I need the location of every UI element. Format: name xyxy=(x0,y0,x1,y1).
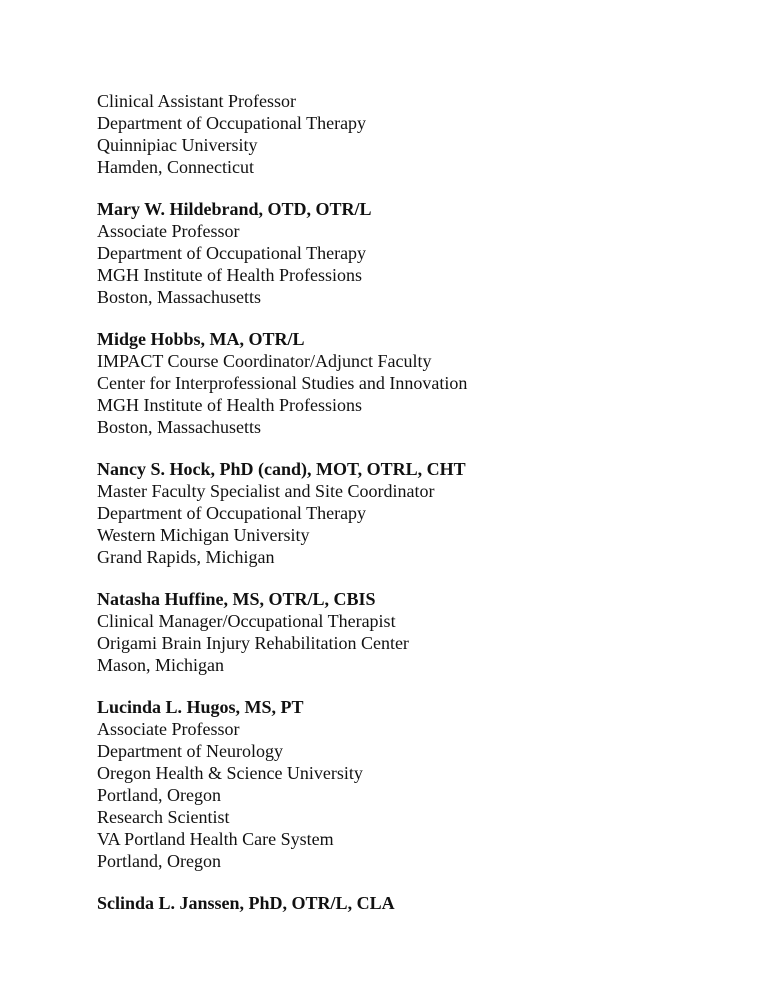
entry-line: Mason, Michigan xyxy=(97,655,224,675)
entry-line: Boston, Massachusetts xyxy=(97,287,261,307)
contributor-entry xyxy=(97,90,737,178)
contributor-entry xyxy=(97,458,737,568)
contributor-name: Sclinda L. Janssen, PhD, OTR/L, CLA xyxy=(97,893,395,913)
contributor-name: Natasha Huffine, MS, OTR/L, CBIS xyxy=(97,589,376,609)
entry-line: Department of Occupational Therapy xyxy=(97,503,367,523)
contributor-entry xyxy=(97,328,737,438)
entry-line: MGH Institute of Health Professions xyxy=(97,395,362,415)
entry-line: Oregon Health & Science University xyxy=(97,763,363,783)
contributor-entry xyxy=(97,588,737,676)
entry-line: Research Scientist xyxy=(97,807,230,827)
contributor-entry xyxy=(97,892,737,914)
entry-line: Western Michigan University xyxy=(97,525,310,545)
contributor-name: Mary W. Hildebrand, OTD, OTR/L xyxy=(97,199,372,219)
entry-line: Center for Interprofessional Studies and Innovation xyxy=(97,373,468,393)
contributor-name: Nancy S. Hock, PhD (cand), MOT, OTRL, CHT xyxy=(97,459,466,479)
entry-line: VA Portland Health Care System xyxy=(97,829,334,849)
entry-line: Boston, Massachusetts xyxy=(97,417,261,437)
entry-line: Department of Occupational Therapy xyxy=(97,243,367,263)
entry-line: Hamden, Connecticut xyxy=(97,157,254,177)
entry-line: IMPACT Course Coordinator/Adjunct Faculty xyxy=(97,351,432,371)
entry-line: Portland, Oregon xyxy=(97,785,221,805)
entry-line: Clinical Manager/Occupational Therapist xyxy=(97,611,396,631)
entry-line: Origami Brain Injury Rehabilitation Center xyxy=(97,633,409,653)
entry-line: MGH Institute of Health Professions xyxy=(97,265,362,285)
entry-line: Master Faculty Specialist and Site Coordinator xyxy=(97,481,435,501)
entry-line: Associate Professor xyxy=(97,221,240,241)
contributor-name: Midge Hobbs, MA, OTR/L xyxy=(97,329,305,349)
entry-line: Portland, Oregon xyxy=(97,851,221,871)
contributor-list xyxy=(97,90,737,934)
contributor-entry xyxy=(97,696,737,872)
entry-line: Department of Neurology xyxy=(97,741,283,761)
entry-line: Grand Rapids, Michigan xyxy=(97,547,275,567)
entry-line: Quinnipiac University xyxy=(97,135,258,155)
entry-line: Department of Occupational Therapy xyxy=(97,113,367,133)
entry-line: Clinical Assistant Professor xyxy=(97,91,296,111)
entry-line: Associate Professor xyxy=(97,719,240,739)
contributor-entry xyxy=(97,198,737,308)
contributor-name: Lucinda L. Hugos, MS, PT xyxy=(97,697,304,717)
